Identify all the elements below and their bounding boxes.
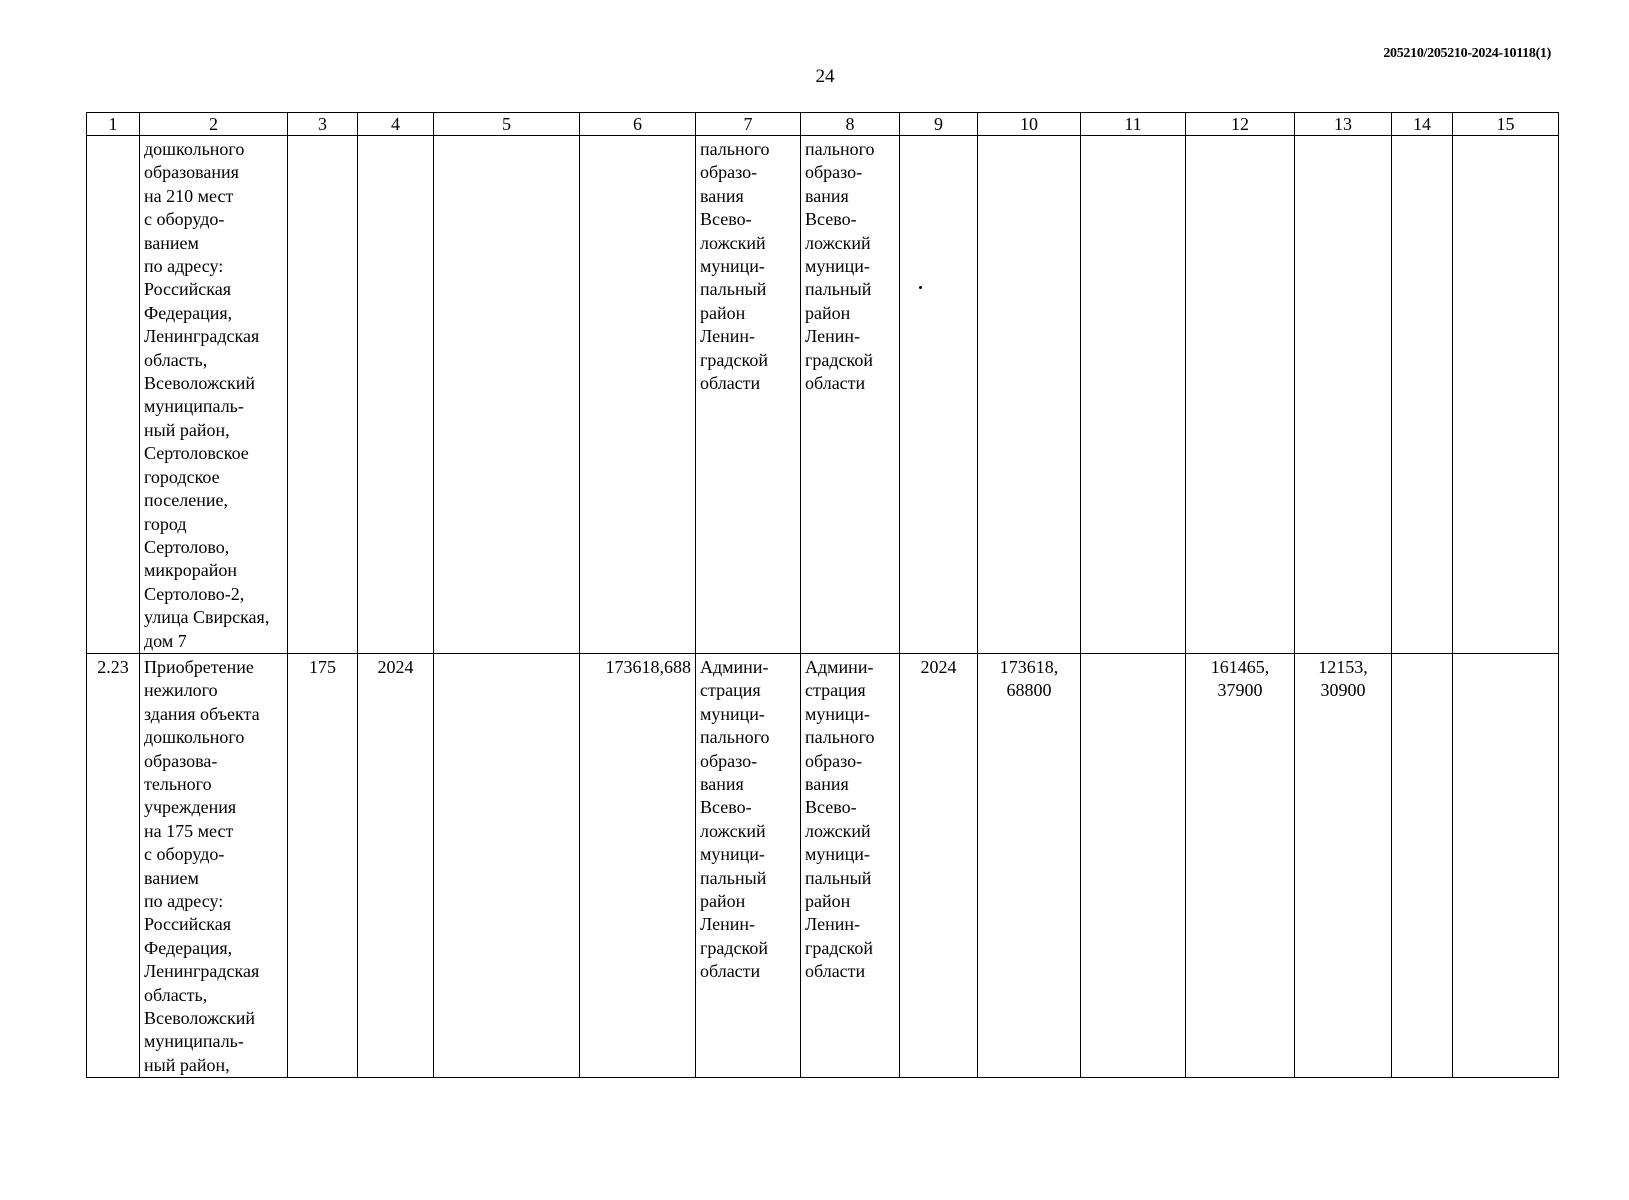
column-number: 11: [1081, 113, 1186, 136]
cell-col12: 161465, 37900: [1186, 653, 1295, 1077]
column-number: 12: [1186, 113, 1295, 136]
column-number: 2: [140, 113, 288, 136]
column-number: 15: [1453, 113, 1559, 136]
column-number: 7: [696, 113, 801, 136]
cell-col15: [1453, 653, 1559, 1077]
cell-capacity: 175: [288, 653, 358, 1077]
data-table: [86, 112, 1559, 1078]
column-number: 8: [801, 113, 900, 136]
page-number: 24: [815, 66, 835, 87]
cell-recipient: Админи- страция муници- пального образо- вания Всево- ложский муници- пальный район Ленин- градской области: [801, 653, 900, 1077]
column-number: 6: [580, 113, 696, 136]
cell-col14: [1392, 653, 1453, 1077]
cell-col11: [1081, 136, 1186, 654]
cell-col5: [434, 136, 580, 654]
cell-total: 173618, 68800: [978, 653, 1081, 1077]
column-number: 3: [288, 113, 358, 136]
scan-speck: [919, 286, 922, 289]
cell-cost: 173618,688: [580, 653, 696, 1077]
cell-col14: [1392, 136, 1453, 654]
cell-cost: [580, 136, 696, 654]
column-number: 10: [978, 113, 1081, 136]
cell-object-description: Приобретение нежилого здания объекта дошкольного образова- тельного учреждения на 175 мест с оборудо- ванием по адресу: Российская Федерация, Ленинградская область, Всеволожский муниципаль- ный район,: [140, 653, 288, 1077]
cell-total: [978, 136, 1081, 654]
cell-col13: [1295, 136, 1392, 654]
cell-item-number: 2.23: [87, 653, 140, 1077]
cell-recipient: пального образо- вания Всево- ложский муници- пальный район Ленин- градской области: [801, 136, 900, 654]
column-number: 9: [900, 113, 978, 136]
cell-col11: [1081, 653, 1186, 1077]
column-number-row: [87, 113, 1559, 136]
cell-customer: Админи- страция муници- пального образо- вания Всево- ложский муници- пальный район Ленин- градской области: [696, 653, 801, 1077]
cell-col13: 12153, 30900: [1295, 653, 1392, 1077]
cell-col12: [1186, 136, 1295, 654]
cell-year: 2024: [358, 653, 434, 1077]
cell-col15: [1453, 136, 1559, 654]
column-number: 14: [1392, 113, 1453, 136]
cell-period: 2024: [900, 653, 978, 1077]
document-id: 205210/205210-2024-10118(1): [1383, 46, 1551, 61]
column-number: 13: [1295, 113, 1392, 136]
cell-item-number: [87, 136, 140, 654]
column-number: 5: [434, 113, 580, 136]
cell-col5: [434, 653, 580, 1077]
cell-capacity: [288, 136, 358, 654]
column-number: 1: [87, 113, 140, 136]
cell-customer: пального образо- вания Всево- ложский муници- пальный район Ленин- градской области: [696, 136, 801, 654]
table-row-continuation: [87, 136, 1559, 654]
table-row-2-23: [87, 653, 1559, 1077]
cell-object-description: дошкольного образования на 210 мест с оборудо- ванием по адресу: Российская Федерация, Ленинградская область, Всеволожский муниципаль- ный район, Сертоловское городское поселение, город Сертолово, микрорайон Сертолово-2, улица Свирская, дом 7: [140, 136, 288, 654]
column-number: 4: [358, 113, 434, 136]
cell-period: [900, 136, 978, 654]
cell-year: [358, 136, 434, 654]
